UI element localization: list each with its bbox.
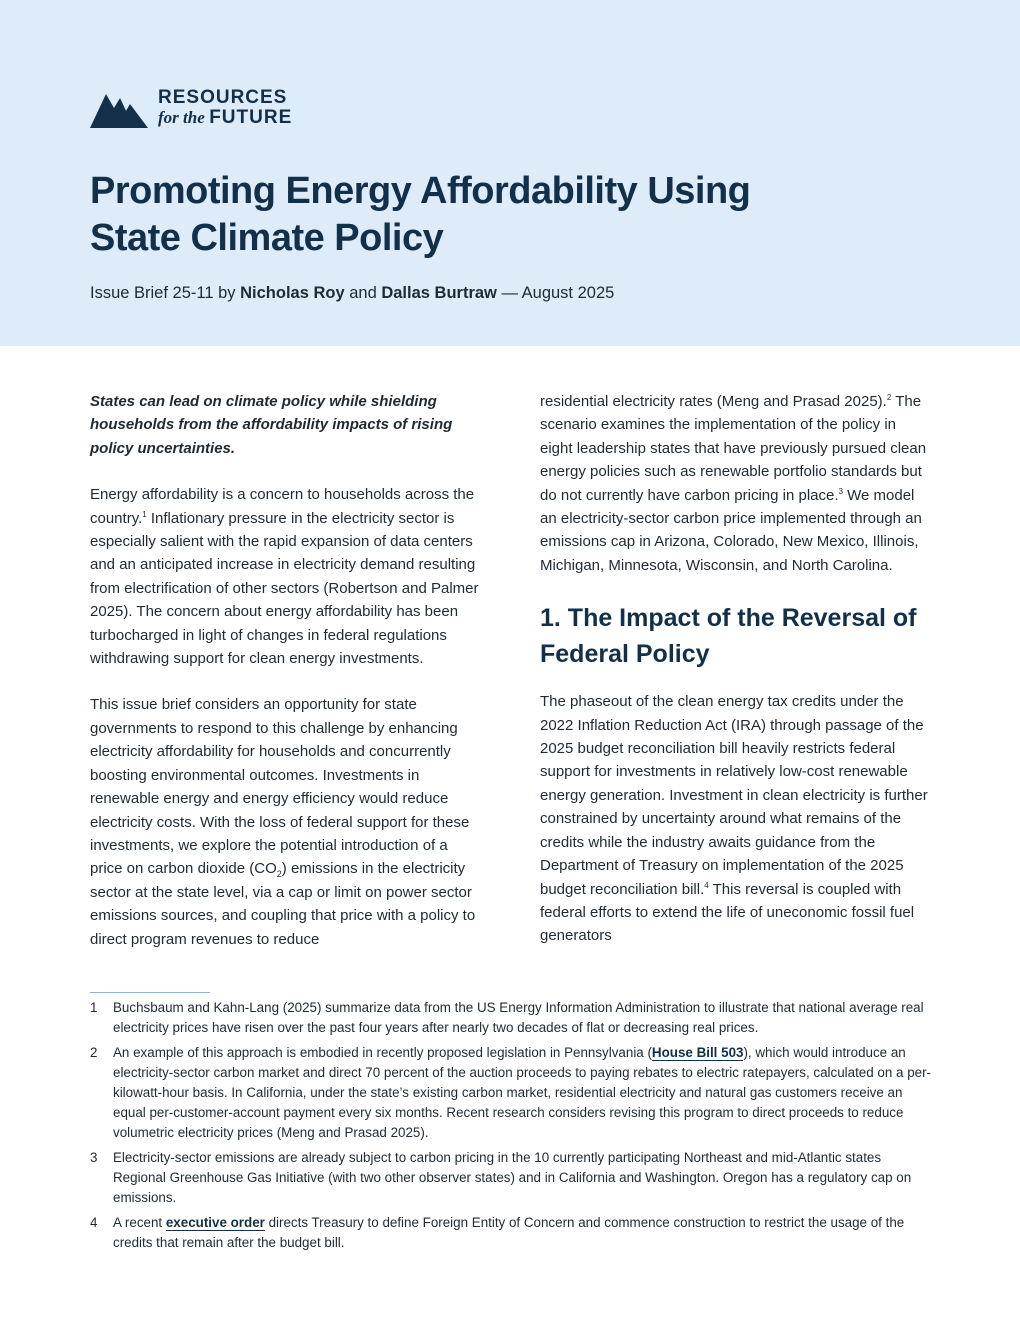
- subscript-2: 2: [276, 869, 282, 880]
- text: Energy affordability is a concern to households across the country.: [90, 486, 475, 527]
- body-paragraph-3: [540, 390, 932, 577]
- left-column: [90, 390, 482, 974]
- executive-order-link[interactable]: executive order: [165, 1215, 265, 1230]
- text: directs Treasury to define Foreign Entity of Concern and commence construction to restrict the usage of the credits that remain after the budget bill.: [113, 1215, 905, 1250]
- logo-future: FUTURE: [209, 107, 293, 128]
- footnote-ref-3[interactable]: 3: [838, 486, 843, 496]
- rff-logo[interactable]: [90, 88, 300, 130]
- text: An example of this approach is embodied in recently proposed legislation in Pennsylvania (: [113, 1045, 652, 1060]
- house-bill-503-link[interactable]: House Bill 503: [651, 1045, 744, 1060]
- logo-for-the: for the: [158, 108, 205, 127]
- footnote: [90, 1043, 932, 1143]
- title-line-1: Promoting Energy Affordability Using: [90, 170, 751, 212]
- section-heading-1: 1. The Impact of the Reversal of Federal Policy: [540, 604, 917, 669]
- author-1: Nicholas Roy: [240, 284, 345, 302]
- footnote: [90, 1148, 932, 1208]
- author-2: Dallas Burtraw: [381, 284, 497, 302]
- logo-wordmark: [158, 88, 292, 129]
- footnote-ref-4[interactable]: 4: [704, 880, 709, 890]
- footnote-number: 1: [90, 1000, 98, 1015]
- byline-date: — August 2025: [496, 284, 615, 302]
- byline-prefix: Issue Brief 25-11 by: [90, 284, 241, 302]
- text: Inflationary pressure in the electricity sector is especially salient with the rapid expansion of data centers and an anticipated increase in electricity demand resulting from electrification of other sectors (Robertson and Palmer 2025). The concern about energy affordability has been turbocharged in light of changes in federal regulations withdrawing support for clean energy investments.: [90, 509, 479, 668]
- body-paragraph-1: [90, 483, 482, 670]
- byline-joiner: and: [344, 284, 382, 302]
- footnote-text: Electricity-sector emissions are already subject to carbon pricing in the 10 currently participating Northeast and mid-Atlantic states Regional Greenhouse Gas Initiative (with two other observer states) and in California and Washington. Oregon has a regulatory cap on emissions.: [113, 1150, 912, 1205]
- text: The scenario examines the implementation of the policy in eight leadership states that have previously pursued clean energy policies such as renewable portfolio standards but do not currently have carbon pricing in place.: [540, 393, 927, 504]
- header-band: [0, 0, 1020, 346]
- footnote-text: Buchsbaum and Kahn-Lang (2025) summarize data from the US Energy Information Administration to illustrate that national average real electricity prices have risen over the past four years after nearly two decades of flat or decreasing real prices.: [113, 1000, 924, 1035]
- text: ), which would introduce an electricity-sector carbon market and direct 70 percent of the auction proceeds to paying rebates to electric ratepayers, calculated on a per-kilowatt-hour basis. In California, under the state’s existing carbon market, residential electricity and natural gas customers receive an equal per-customer-account payment every six months. Recent research considers revising this program to direct proceeds to reduce volumetric electricity prices (Meng and Prasad 2025).: [113, 1045, 932, 1140]
- text: ) emissions in the electricity sector at the state level, via a cap or limit on power sector emissions sources, and coupling that price with a policy to direct program revenues to reduce: [90, 860, 476, 948]
- footnotes: [90, 998, 932, 1258]
- text: A recent: [113, 1215, 166, 1230]
- logo-line-1: RESOURCES: [158, 87, 288, 108]
- footnote: [90, 1213, 932, 1253]
- title-line-2: State Climate Policy: [90, 217, 444, 259]
- footnote-text: [113, 1213, 932, 1253]
- text: This reversal is coupled with federal efforts to extend the life of uneconomic fossil fuel generators: [540, 880, 915, 945]
- text: The phaseout of the clean energy tax credits under the 2022 Inflation Reduction Act (IRA) through passage of the 2025 budget reconciliation bill heavily restricts federal support for investments in relatively low-cost renewable energy generation. Investment in clean electricity is further constrained by uncertainty around what remains of the credits while the industry awaits guidance from the Department of Treasury on implementation of the 2025 budget reconciliation bill.: [540, 693, 928, 898]
- lead-paragraph: States can lead on climate policy while shielding households from the affordability impacts of rising policy uncertainties.: [90, 393, 453, 457]
- byline: [90, 284, 614, 303]
- footnote-text: [113, 1043, 932, 1143]
- page-title: [90, 168, 890, 262]
- body-paragraph-2: [90, 693, 482, 950]
- mountain-logo-icon: [90, 88, 150, 128]
- text: This issue brief considers an opportunity for state governments to respond to this challenge by enhancing electricity affordability for households and concurrently boosting environmental outcomes. Investments in renewable energy and energy efficiency would reduce electricity costs. With the loss of federal support for these investments, we explore the potential introduction of a price on carbon dioxide (CO: [90, 696, 470, 878]
- right-column: [540, 390, 932, 971]
- footnote-ref-2[interactable]: 2: [886, 393, 892, 402]
- text: residential electricity rates (Meng and Prasad 2025).: [540, 393, 887, 410]
- footnote-ref-1[interactable]: 1: [142, 509, 147, 519]
- logo-line-2: [158, 108, 292, 129]
- footnote-number: 2: [90, 1045, 98, 1060]
- footnote-number: 3: [90, 1150, 98, 1165]
- footnote-divider: [90, 992, 210, 993]
- footnote-number: 4: [90, 1215, 98, 1230]
- body-paragraph-4: [540, 690, 932, 947]
- footnote: [90, 998, 932, 1038]
- text: We model an electricity-sector carbon price implemented through an emissions cap in Arizona, Colorado, New Mexico, Illinois, Michigan, Minnesota, Wisconsin, and North Carolina.: [540, 486, 922, 574]
